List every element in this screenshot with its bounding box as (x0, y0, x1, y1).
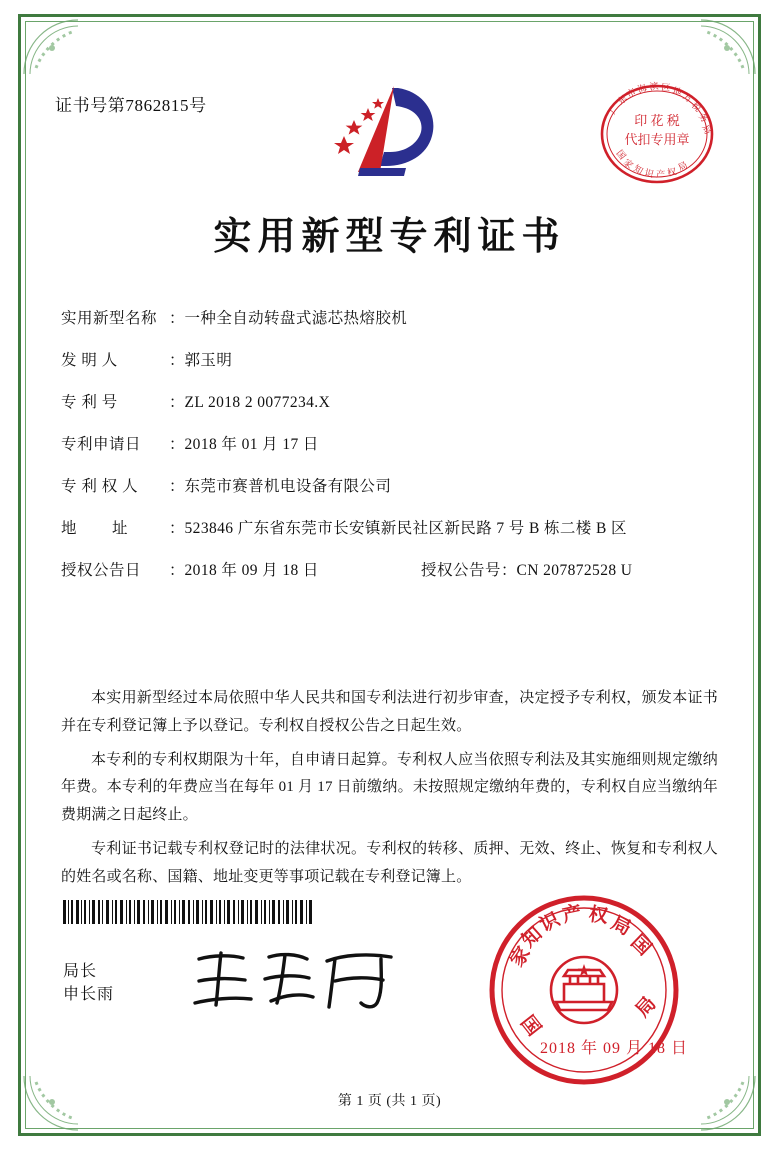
official-seal (484, 890, 684, 1090)
field-announcement-date (61, 559, 421, 583)
page-title: 实用新型专利证书 (213, 216, 566, 258)
svg-text:务: 务 (696, 111, 710, 125)
field-value: 2018 年 01 月 17 日 (184, 436, 319, 454)
field-value: 东莞市赛普机电设备有限公司 (184, 478, 392, 496)
svg-text:地: 地 (671, 85, 684, 98)
svg-text:市: 市 (624, 86, 638, 100)
tax-stamp-seal (598, 75, 716, 193)
field-patent-number (61, 391, 718, 415)
field-grant-row (61, 559, 718, 583)
field-label: 专 利 权 人 (61, 478, 139, 496)
svg-text:权: 权 (666, 166, 678, 178)
certificate-number: 证书号第7862815号 (55, 96, 207, 115)
svg-text:税: 税 (689, 100, 704, 114)
field-patentee (61, 475, 718, 499)
field-colon: ： (169, 478, 185, 496)
field-value: ZL 2018 2 0077234.X (184, 394, 331, 412)
field-value: 郭玉明 (184, 352, 233, 370)
director-role-label: 局长 (63, 963, 98, 980)
svg-text:局: 局 (676, 159, 689, 173)
field-label: 授权公告号 (421, 562, 502, 580)
svg-text:印 花 税: 印 花 税 (634, 113, 680, 128)
field-colon: ： (169, 520, 185, 538)
signature-block (63, 960, 114, 1006)
field-list (61, 307, 718, 601)
field-label: 专利申请日 (61, 436, 142, 454)
field-address (61, 517, 718, 541)
paragraph: 专利证书记载专利权登记时的法律状况。专利权的转移、质押、无效、终止、恢复和专利权人的姓名或名称、国籍、地址变更等事项记载在专利登记簿上。 (61, 840, 718, 885)
svg-text:家: 家 (621, 157, 636, 171)
director-name: 申长雨 (63, 986, 115, 1004)
svg-text:局: 局 (607, 912, 635, 940)
field-label: 地 址 (61, 520, 129, 538)
svg-text:产: 产 (655, 169, 666, 180)
field-value: 一种全自动转盘式滤芯热熔胶机 (184, 310, 408, 327)
svg-text:知: 知 (632, 163, 645, 177)
paragraph: 本专利的专利权期限为十年，自申请日起算。专利权人应当依照专利法及其实施细则规定缴纳年费。本专利的年费应当在每年 01 月 17 日前缴纳。未按照规定缴纳年费的，专利权自应当缴纳年费期满之日起终止。 (61, 751, 718, 823)
page-footer: 第 1 页 (共 1 页) (337, 1094, 442, 1109)
svg-text:滨: 滨 (648, 80, 660, 92)
svg-text:国: 国 (614, 148, 628, 162)
field-label: 授权公告日 (61, 562, 142, 580)
svg-text:区: 区 (660, 82, 671, 93)
svg-text:代扣专用章: 代扣专用章 (624, 132, 690, 147)
field-utility-model-name (61, 307, 718, 331)
field-colon: ： (169, 562, 185, 580)
field-label: 实用新型名称 (61, 310, 158, 327)
field-colon: ： (169, 352, 185, 370)
field-label: 专 利 号 (61, 394, 118, 412)
field-application-date (61, 433, 718, 457)
field-announcement-number (421, 559, 632, 583)
field-colon: ： (169, 310, 185, 327)
field-value: 523846 广东省东莞市长安镇新民社区新民路 7 号 B 栋二楼 B 区 (184, 520, 627, 538)
svg-text:识: 识 (536, 909, 564, 937)
svg-text:家: 家 (506, 943, 535, 971)
paragraph: 本实用新型经过本局依照中华人民共和国专利法进行初步审查，决定授予专利权，颁发本证书并在专利登记簿上予以登记。专利权自授权公告之日起生效。 (61, 690, 718, 734)
field-label: 发 明 人 (61, 352, 118, 370)
svg-text:产: 产 (560, 902, 584, 927)
field-colon: ： (169, 436, 185, 454)
svg-text:方: 方 (681, 91, 694, 105)
field-inventor (61, 349, 718, 373)
svg-text:海: 海 (636, 82, 649, 95)
field-value: CN 207872528 U (516, 562, 633, 580)
svg-text:识: 识 (643, 167, 655, 180)
svg-text:国: 国 (516, 1012, 545, 1041)
field-colon: ： (169, 394, 185, 412)
handwritten-signature (185, 945, 415, 1015)
svg-text:权: 权 (587, 904, 610, 928)
seal-date: 2018 年 09 月 18 日 (539, 1040, 688, 1057)
svg-text:广: 广 (607, 102, 622, 117)
field-value: 2018 年 09 月 18 日 (184, 562, 319, 580)
svg-text:知: 知 (518, 923, 547, 952)
certificate-content (55, 55, 724, 1110)
cnipa-logo-icon (320, 80, 450, 190)
svg-text:东: 东 (615, 93, 630, 107)
barcode (63, 900, 313, 924)
svg-text:国: 国 (626, 931, 655, 960)
svg-text:局: 局 (632, 993, 661, 1022)
svg-text:局: 局 (700, 123, 714, 136)
field-colon: ： (501, 562, 517, 580)
legal-text-block (61, 685, 718, 897)
